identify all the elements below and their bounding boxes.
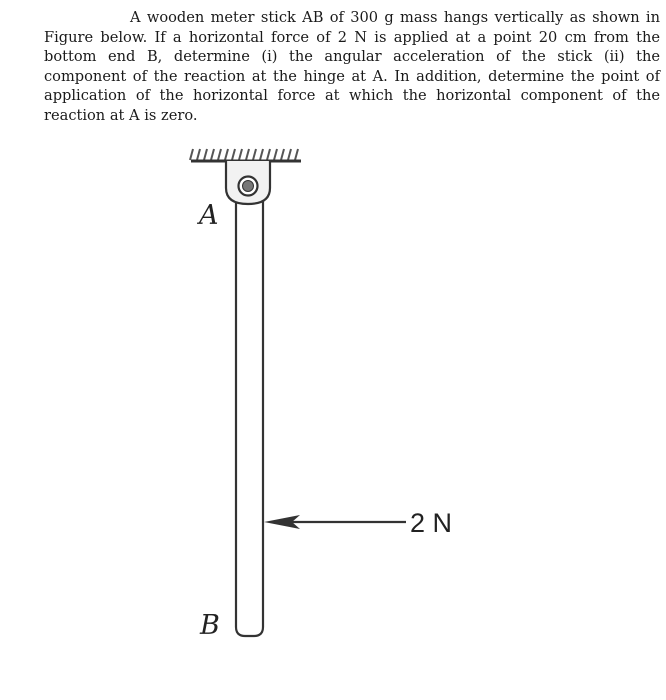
force-label: 2 N <box>410 508 453 538</box>
label-b: B <box>200 610 220 641</box>
meter-stick <box>236 192 263 636</box>
ceiling-hatch <box>190 149 298 160</box>
label-a: A <box>199 200 219 231</box>
hinge-pin-inner <box>243 181 254 192</box>
problem-statement: A wooden meter stick AB of 300 g mass hangs vertically as shown in Figure below. If a horizontal force of 2 N is applied at a point 20 cm from the bottom end B, determine (i) the angular acceleration of the stick (ii) the component of the reaction at the hinge at A. In addition, determine the point of application of the horizontal force at which the horizontal component of the reaction at A is zero. <box>44 9 660 124</box>
